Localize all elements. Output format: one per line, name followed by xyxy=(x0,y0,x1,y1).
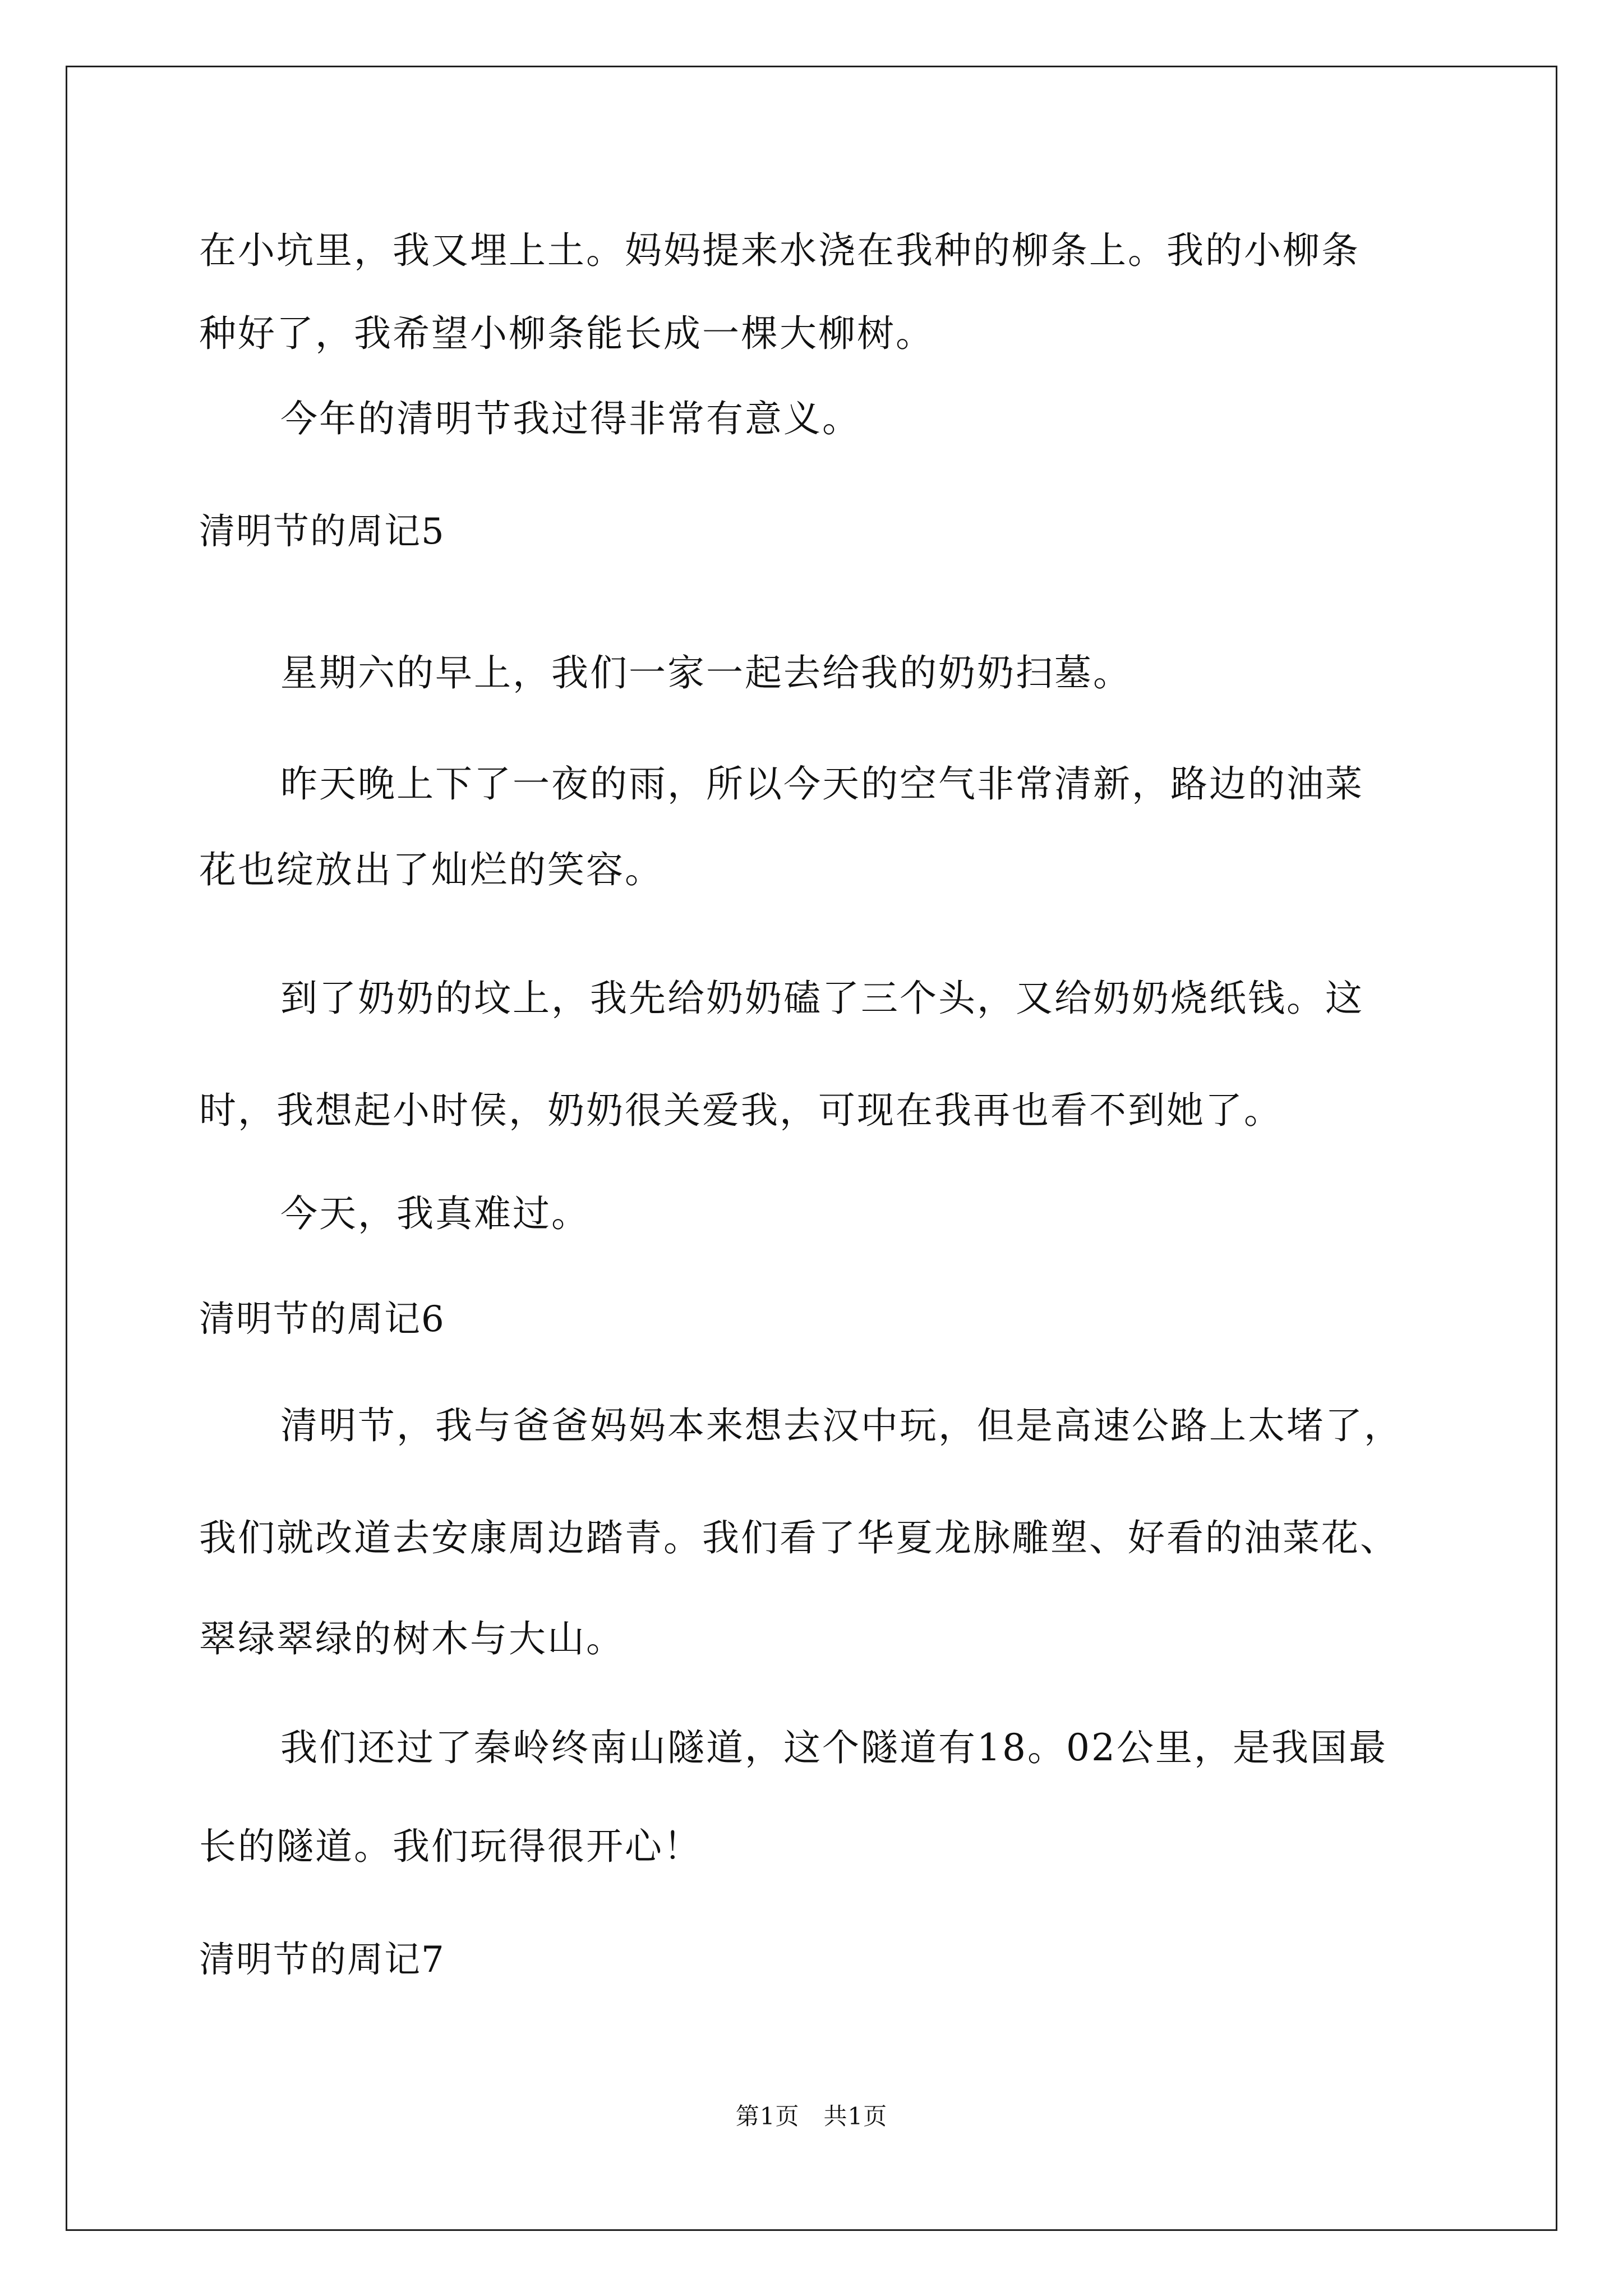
page-border xyxy=(66,66,1557,2231)
section-heading: 清明节的周记5 xyxy=(199,511,445,553)
paragraph-line: 时，我想起小时侯，奶奶很关爱我，可现在我再也看不到她了。 xyxy=(199,1089,1283,1132)
page-number-footer: 第1页 共1页 xyxy=(735,2102,888,2130)
paragraph-line: 种好了，我希望小柳条能长成一棵大柳树。 xyxy=(199,312,934,355)
paragraph-line: 翠绿翠绿的树木与大山。 xyxy=(199,1617,625,1660)
section-heading: 清明节的周记7 xyxy=(199,1939,445,1981)
paragraph-line: 花也绽放出了灿烂的笑容。 xyxy=(199,848,663,891)
paragraph-line: 我们就改道去安康周边踏青。我们看了华夏龙脉雕塑、好看的油菜花、 xyxy=(199,1516,1399,1559)
section-heading: 清明节的周记6 xyxy=(199,1299,445,1340)
paragraph-line: 长的隧道。我们玩得很开心！ xyxy=(199,1825,702,1868)
paragraph-line: 今年的清明节我过得非常有意义。 xyxy=(280,397,861,440)
paragraph-line: 到了奶奶的坟上，我先给奶奶磕了三个头，又给奶奶烧纸钱。这 xyxy=(280,977,1364,1020)
paragraph-line: 今天，我真难过。 xyxy=(280,1192,590,1235)
paragraph-line: 在小坑里，我又埋上土。妈妈提来水浇在我种的柳条上。我的小柳条 xyxy=(199,229,1360,272)
paragraph-line: 清明节，我与爸爸妈妈本来想去汉中玩，但是高速公路上太堵了， xyxy=(280,1404,1403,1447)
paragraph-line: 我们还过了秦岭终南山隧道，这个隧道有18。02公里，是我国最 xyxy=(280,1726,1387,1769)
paragraph-line: 星期六的早上，我们一家一起去给我的奶奶扫墓。 xyxy=(280,651,1132,694)
paragraph-line: 昨天晚上下了一夜的雨，所以今天的空气非常清新，路边的油菜 xyxy=(280,762,1364,806)
